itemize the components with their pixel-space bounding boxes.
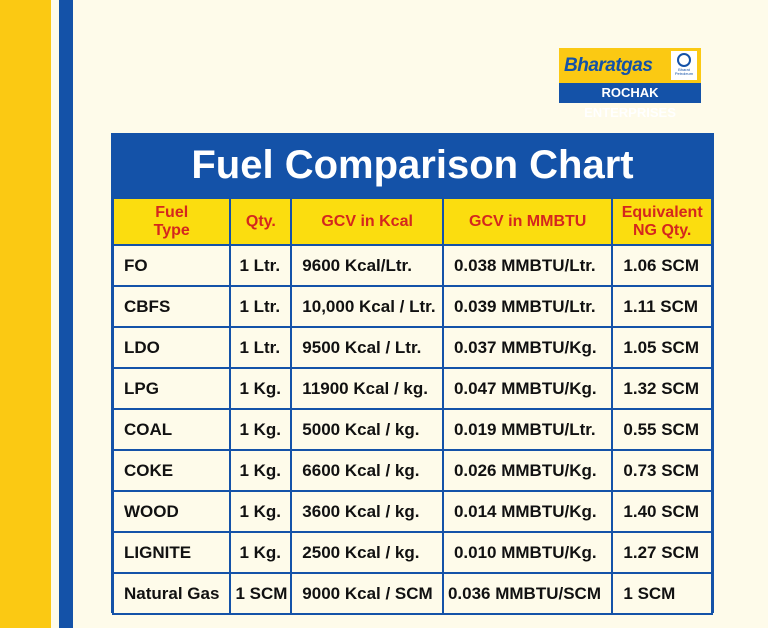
cell-fuel: FO [113, 245, 230, 286]
cell-ng: 0.73 SCM [612, 450, 712, 491]
cell-fuel: LIGNITE [113, 532, 230, 573]
cell-ng: 1.05 SCM [612, 327, 712, 368]
header-gcv-kcal: GCV in Kcal [291, 198, 443, 245]
cell-qty: 1 SCM [230, 573, 291, 614]
cell-kcal: 9000 Kcal / SCM [291, 573, 443, 614]
cell-kcal: 5000 Kcal / kg. [291, 409, 443, 450]
cell-qty: 1 Ltr. [230, 245, 291, 286]
header-qty: Qty. [230, 198, 291, 245]
cell-kcal: 6600 Kcal / kg. [291, 450, 443, 491]
table-row [113, 573, 712, 614]
cell-qty: 1 Ltr. [230, 286, 291, 327]
table-row [113, 450, 712, 491]
cell-ng: 1.11 SCM [612, 286, 712, 327]
cell-ng: 1.40 SCM [612, 491, 712, 532]
cell-kcal: 9600 Kcal/Ltr. [291, 245, 443, 286]
cell-qty: 1 Kg. [230, 368, 291, 409]
cell-fuel: LDO [113, 327, 230, 368]
cell-mmbtu: 0.047 MMBTU/Kg. [443, 368, 612, 409]
cell-ng: 1.27 SCM [612, 532, 712, 573]
logo-subtitle: ROCHAK ENTERPRISES [559, 83, 701, 103]
header-gcv-mmbtu: GCV in MMBTU [443, 198, 612, 245]
cell-mmbtu: 0.014 MMBTU/Kg. [443, 491, 612, 532]
cell-qty: 1 Kg. [230, 450, 291, 491]
fuel-comparison-chart [111, 133, 714, 613]
cell-ng: 1.06 SCM [612, 245, 712, 286]
header-equivalent-ng: Equivalent NG Qty. [612, 198, 712, 245]
cell-qty: 1 Kg. [230, 409, 291, 450]
table-row [113, 409, 712, 450]
cell-mmbtu: 0.026 MMBTU/Kg. [443, 450, 612, 491]
cell-ng: 1.32 SCM [612, 368, 712, 409]
cell-ng: 0.55 SCM [612, 409, 712, 450]
cell-kcal: 10,000 Kcal / Ltr. [291, 286, 443, 327]
left-yellow-stripe [0, 0, 51, 628]
cell-mmbtu: 0.037 MMBTU/Kg. [443, 327, 612, 368]
cell-mmbtu: 0.036 MMBTU/SCM [443, 573, 612, 614]
emblem-circle [677, 53, 691, 67]
cell-qty: 1 Kg. [230, 491, 291, 532]
table-row [113, 286, 712, 327]
cell-mmbtu: 0.019 MMBTU/Ltr. [443, 409, 612, 450]
table-row [113, 245, 712, 286]
logo-brand-text: Bharatgas [564, 55, 653, 76]
cell-fuel: CBFS [113, 286, 230, 327]
table-row [113, 532, 712, 573]
table-row [113, 491, 712, 532]
fuel-table [112, 197, 713, 615]
cell-fuel: COAL [113, 409, 230, 450]
cell-fuel: COKE [113, 450, 230, 491]
emblem-text: Bharat Petroleum [674, 67, 694, 76]
bharat-petroleum-emblem-icon [671, 51, 697, 80]
table-row [113, 327, 712, 368]
chart-title: Fuel Comparison Chart [112, 134, 713, 197]
left-blue-stripe [59, 0, 73, 628]
table-row [113, 368, 712, 409]
header-fuel-type: Fuel Type [113, 198, 230, 245]
cell-qty: 1 Kg. [230, 532, 291, 573]
bharatgas-logo [559, 48, 701, 120]
cell-mmbtu: 0.038 MMBTU/Ltr. [443, 245, 612, 286]
cell-fuel: Natural Gas [113, 573, 230, 614]
cell-fuel: WOOD [113, 491, 230, 532]
cell-mmbtu: 0.010 MMBTU/Kg. [443, 532, 612, 573]
table-header-row [113, 198, 712, 245]
cell-qty: 1 Ltr. [230, 327, 291, 368]
cell-kcal: 11900 Kcal / kg. [291, 368, 443, 409]
cell-kcal: 3600 Kcal / kg. [291, 491, 443, 532]
cell-ng: 1 SCM [612, 573, 712, 614]
cell-kcal: 2500 Kcal / kg. [291, 532, 443, 573]
cell-fuel: LPG [113, 368, 230, 409]
cell-kcal: 9500 Kcal / Ltr. [291, 327, 443, 368]
cell-mmbtu: 0.039 MMBTU/Ltr. [443, 286, 612, 327]
logo-top-band [559, 48, 701, 83]
